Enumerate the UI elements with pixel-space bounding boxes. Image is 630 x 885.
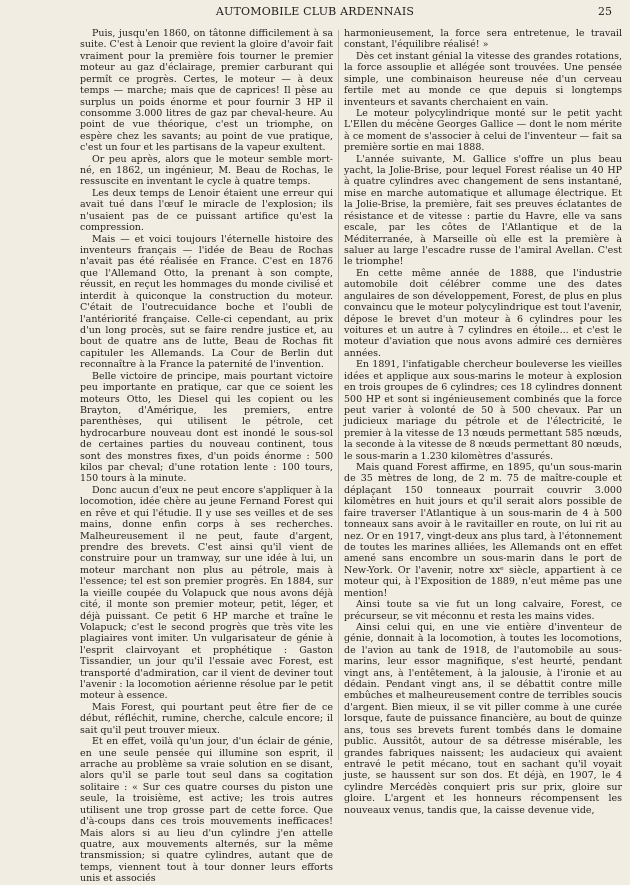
paragraph: Les deux temps de Lenoir étaient une erreur qui avait tué dans l'œuf le miracle de l'explosion; ils n'usaient pas de ce puissant artifice qu'est la compression. [80,187,333,234]
paragraph: Donc aucun d'eux ne peut encore s'appliquer à la locomotion, idée chère au jeune Fernand Forest qui en rêve et qui l'étudie. Il y use ses veilles et de ses mains, donne enfin corps à ses recherches. Malheureusement il ne peut, faute d'argent, prendre des brevets. C'est ainsi qu'il vient de construire pour un tramway, sur une idée à lui, un moteur marchant non plus au pétrole, mais à l'essence; tel est son premier progrès. En 1884, sur la vieille coupée du Volapuck que nous avons déjà cité, il monte son premier moteur, petit, léger, et déjà puissant. Ce petit 6 HP marche et traîne le Volapuck; c'est le second progrès que très vite les plagiaires vont imiter. Un vulgarisateur de génie à l'esprit clairvoyant et prophétique : Gaston Tissandier, un jour qu'il l'essaie avec Forest, est transporté d'admiration, car il vient de deviner tout l'avenir : la locomotion aérienne résolue par le petit moteur à essence. [80,484,333,702]
paragraph: Et en effet, voilà qu'un jour, d'un éclair de génie, en une seule pensée qui illumine son esprit, il arrache au problème sa vraie solution en se disant, alors qu'il se parle tout seul dans sa cogitation solitaire : « Sur ces quatre courses du piston une seule, la troisième, est active; les trois autres utilisent une trop grosse part de cette force. Que d'à-coups dans ces trois mouvements inefficaces! Mais alors si au lieu d'un cylindre j'en attelle quatre, aux mouvements alternés, sur la même transmission; si quatre cylindres, autant que de temps, viennent tout à tour donner leurs efforts unis et associés [80,736,333,885]
paragraph: Or peu après, alors que le moteur semble mort-né, en 1862, un ingénieur, M. Beau de Rochas, le ressuscite en inventant le cycle à quatre temps. [80,153,333,188]
paragraph: Ainsi celui qui, en une vie entière d'inventeur de génie, donnait à la locomotion, à toutes les locomotions, de l'avion au tank de 1918, de l'automobile au sous-marins, leur essor magnifique, s'est heurté, pendant vingt ans, à l'entêtement, à la jalousie, à l'ironie et au dédain. Pendant vingt ans, il se débattit contre mille embûches et malheureusement contre de terribles soucis d'argent. Bien mieux, il se vit piller comme à une curée lorsque, faute de puissance financière, au bout de quinze ans, tous ses brevets furent tombés dans le domaine public. Aussitôt, autour de sa détresse misérable, les grandes fabriques naissent; les audacieux qui avaient entravé le petit mécano, tout en sachant qu'il voyait juste, se haussent sur son dos. Et déjà, en 1907, le 4 cylindre Mercédès conquiert pris sur prix, gloire sur gloire. L'argent et les honneurs récompensent les nouveaux venus, tandis que, la caisse devenue vide, [344,621,622,816]
paragraph: Belle victoire de principe, mais pourtant victoire peu importante en pratique, car que ce soient les moteurs Otto, les Diesel qui les copient ou les Brayton, d'Amérique, les premiers, entre parenthèses, qui utilisent le pétrole, cet hydrocarbure nouveau dont est inondé le sous-sol de certaines parties du nouveau continent, tous sont des monstres fixes, d'un poids énorme : 500 kilos par cheval; d'une rotation lente : 100 tours, 150 tours à la minute. [80,370,333,485]
page-number: 25 [598,5,612,18]
paragraph: Mais Forest, qui pourtant peut être fier de ce début, réfléchit, rumine, cherche, calcule encore; il sait qu'il peut trouver mieux. [80,701,333,736]
paragraph: Le moteur polycylindrique monté sur le petit yacht L'Ellen du mécène Georges Gallice — dont le nom mérite à ce moment de s'associer à celui de l'inventeur — fait sa première sortie en mai 1888. [344,107,622,154]
header-title: AUTOMOBILE CLUB ARDENNAIS [215,5,415,18]
page-header [0,3,630,21]
paragraph: Ainsi toute sa vie fut un long calvaire, Forest, ce précurseur, se vit méconnu et resta les mains vides. [344,599,622,622]
paragraph: Mais — et voici toujours l'éternelle histoire des inventeurs français — l'idée de Beau de Rochas n'avait pas été réalisée en France. C'est en 1876 que l'Allemand Otto, la prenant à son compte, réussit, en reçut les hommages du monde civilisé et interdit à quiconque la construction du moteur. C'était de l'outrecuidance boche et l'oubli de l'antériorité française. Celle-ci cependant, au prix d'un long procès, sut se faire rendre justice et, au bout de quatre ans de lutte, Beau de Rochas fit capituler les Allemands. La Cour de Berlin dut reconnaître à la France la paternité de l'invention. [80,233,333,371]
paragraph: L'année suivante, M. Gallice s'offre un plus beau yacht, la Jolie-Brise, pour lequel Forest réalise un 40 HP à quatre cylindres avec changement de sens instantané, mise en marche automatique et allumage électrique. Et la Jolie-Brise, la première, fait ses preuves éclatantes de résistance et de vitesse : partie du Havre, elle va sans escale, par les côtes de l'Atlantique et de la Méditerranée, à Marseille où elle est la première à saluer au large l'escadre russe de l'amiral Avellan. C'est le triomphe! [344,153,622,268]
column-divider [338,30,339,760]
paragraph: harmonieusement, la force sera entretenue, le travail constant, l'équilibre réalisé! » [344,28,622,51]
paragraph: Mais quand Forest affirme, en 1895, qu'un sous-marin de 35 mètres de long, de 2 m. 75 de maître-couple et déplaçant 150 tonneaux pourrait couvrir 3.000 kilomètres en huit jours et qu'il serait alors possible de faire traverser l'Atlantique à un sous-marin de 4 à 500 tonneaux sans avoir à le ravitailler en route, on lui rit au nez. Or en 1917, vingt-deux ans plus tard, à l'étonnement de toutes les marines alliées, les Allemands ont en effet amené sans encombre un sous-marin dans le port de New-York. Or l'avenir, notre xxᵉ siècle, appartient à ce moteur qui, à l'Exposition de 1889, n'eut même pas une mention! [344,462,622,599]
left-column [80,28,333,885]
paragraph: Dès cet instant génial la vitesse des grandes rotations, la force assouplie et allégée sont trouvées. Une pensée simple, une combinaison heureuse née d'un cerveau fertile met au monde ce que depuis si longtemps inventeurs et savants cherchaient en vain. [344,50,622,108]
paragraph: En 1891, l'infatigable chercheur bouleverse les vieilles idées et applique aux sous-marins le moteur à explosion en trois groupes de 6 cylindres; ces 18 cylindres donnent 500 HP et sont si ingénieusement combinés que la force peut varier à volonté de 50 à 500 chevaux. Par un judicieux mariage du pétrole et de l'électricité, le premier à la vitesse de 13 nœuds permettant 585 nœuds, la seconde à la vitesse de 8 nœuds permettant 80 nœuds, le sous-marin a 1.230 kilomètres d'assurés. [344,359,622,462]
paragraph: Puis, jusqu'en 1860, on tâtonne difficilement à sa suite. C'est à Lenoir que revient la gloire d'avoir fait vraiment pour la première fois tourner le premier moteur au gaz d'éclairage, premier carburant qui permît ce progrès. Certes, le moteur — à deux temps — marche; mais que de caprices! Il pèse au surplus un poids énorme et pour fournir 3 HP il consomme 3.000 litres de gaz par cheval-heure. Au point de vue théorique, c'est un triomphe, on espère chez les savants; au point de vue pratique, c'est un four et les partisans de la vapeur exultent. [80,28,333,154]
paragraph: En cette même année de 1888, que l'industrie automobile doit célébrer comme une des dates angulaires de son développement, Forest, de plus en plus convaincu que le moteur polycylindrique est tout l'avenir, dépose le brevet d'un moteur à 6 cylindres pour les voitures et un autre à 7 cylindres en étoile... et c'est le moteur d'aviation que nous avons admiré ces dernières années. [344,267,622,359]
right-column [344,28,622,816]
